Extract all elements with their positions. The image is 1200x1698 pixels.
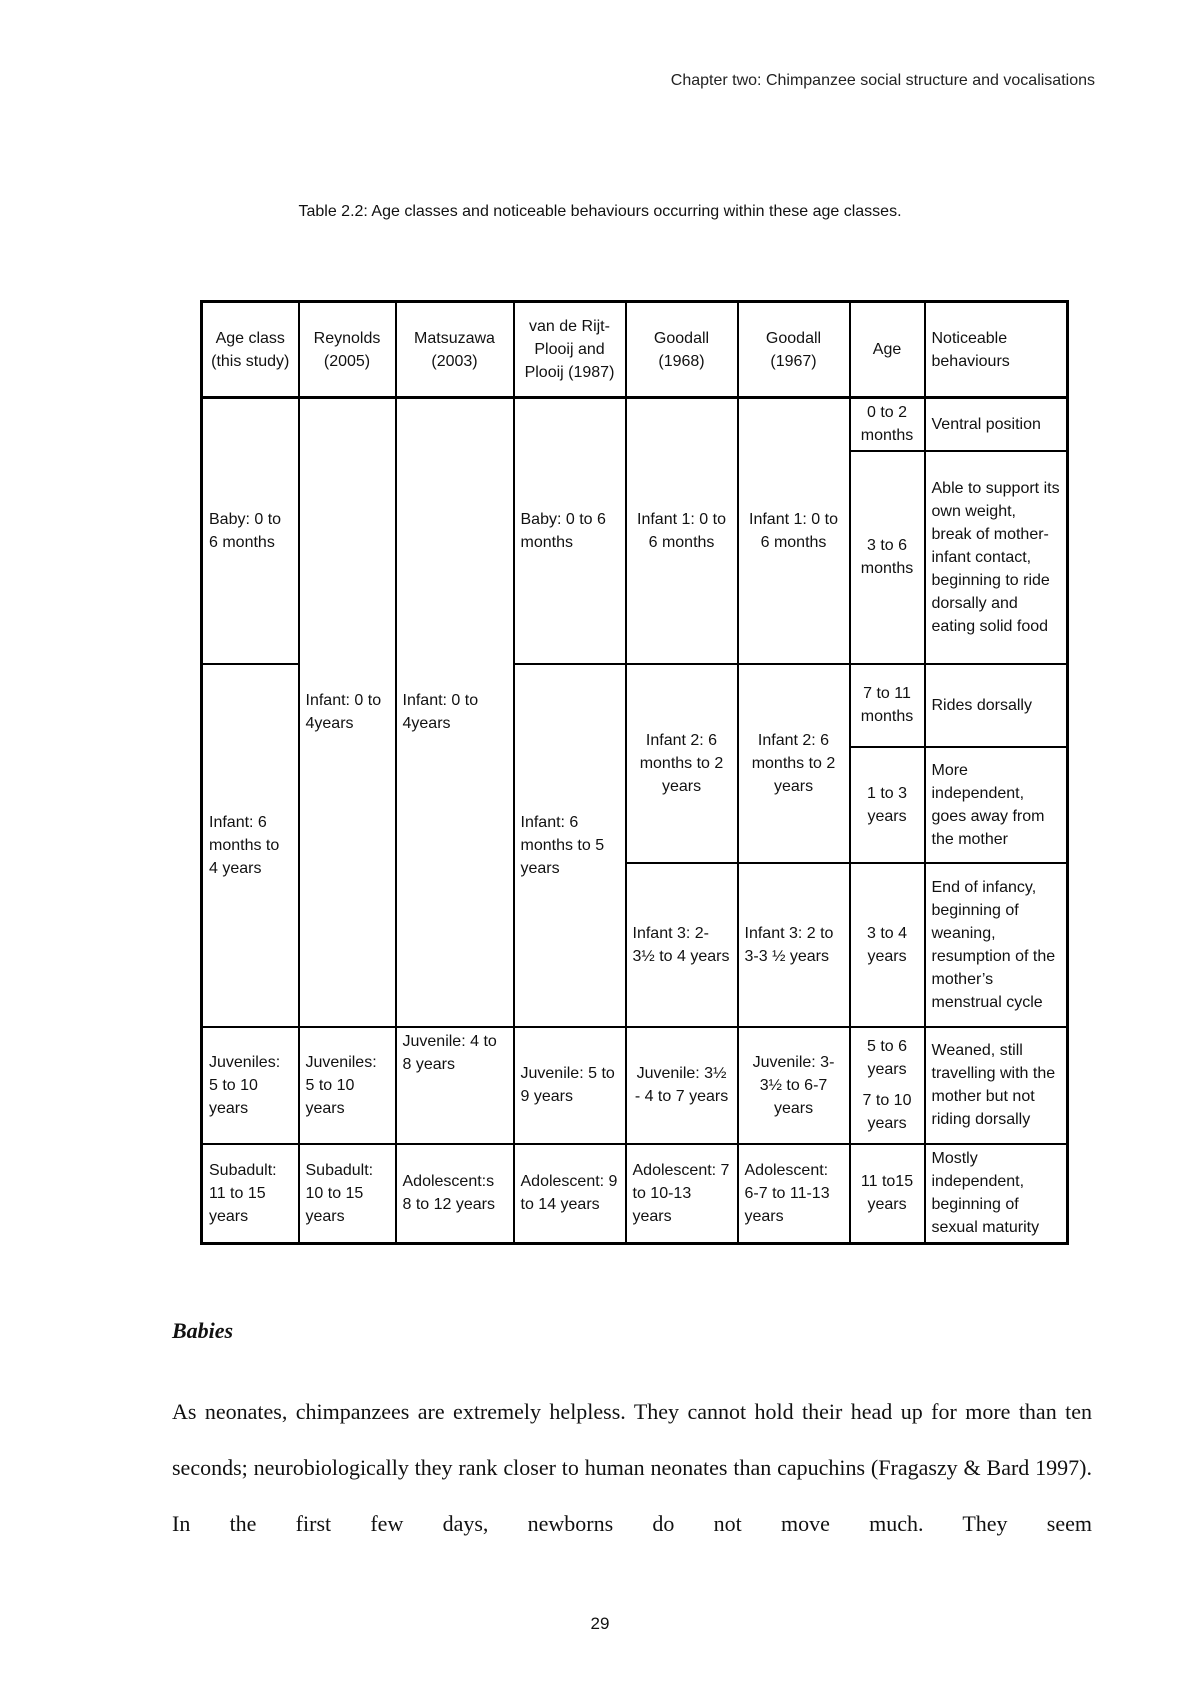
matsuzawa-adolescent-cell: Adolescent:s 8 to 12 years	[396, 1144, 514, 1244]
age-cell: 3 to 6 months	[850, 451, 925, 664]
age-cell	[850, 1027, 925, 1144]
behaviour-cell: Mostly independent, beginning of sexual maturity	[925, 1144, 1068, 1244]
reynolds-subadult-cell: Subadult: 10 to 15 years	[299, 1144, 396, 1244]
juvenile-class-cell: Juveniles: 5 to 10 years	[202, 1027, 299, 1144]
header-goodall-1968: Goodall (1968)	[626, 302, 738, 398]
subadult-class-cell: Subadult: 11 to 15 years	[202, 1144, 299, 1244]
behaviour-cell: Able to support its own weight, break of mother-infant contact, beginning to ride dorsally and eating solid food	[925, 451, 1068, 664]
age-cell: 0 to 2 months	[850, 398, 925, 451]
age-class-table	[200, 300, 1069, 1245]
behaviour-cell: Weaned, still travelling with the mother but not riding dorsally	[925, 1027, 1068, 1144]
infant-class-cell: Infant: 6 months to 4 years	[202, 664, 299, 1027]
header-noticeable-behaviours: Noticeable behaviours	[925, 302, 1068, 398]
age-cell: 3 to 4 years	[850, 863, 925, 1027]
behaviour-cell: End of infancy, beginning of weaning, resumption of the mother’s menstrual cycle	[925, 863, 1068, 1027]
behaviour-cell: More independent, goes away from the mother	[925, 747, 1068, 863]
behaviour-cell: Ventral position	[925, 398, 1068, 451]
goodall67-infant1-cell: Infant 1: 0 to 6 months	[738, 398, 850, 664]
page-number: 29	[590, 1614, 610, 1633]
header-goodall-1967: Goodall (1967)	[738, 302, 850, 398]
table-row	[202, 398, 1068, 451]
running-header: Chapter two: Chimpanzee social structure and vocalisations	[670, 72, 1095, 89]
goodall68-infant1-cell: Infant 1: 0 to 6 months	[626, 398, 738, 664]
age-cell: 7 to 11 months	[850, 664, 925, 747]
table-caption: Table 2.2: Age classes and noticeable behaviours occurring within these age classes.	[298, 203, 902, 220]
table-row	[202, 1144, 1068, 1244]
goodall67-juvenile-cell: Juvenile: 3-3½ to 6-7 years	[738, 1027, 850, 1144]
goodall67-infant2-cell: Infant 2: 6 months to 2 years	[738, 664, 850, 863]
age-value: 5 to 6 years	[866, 1038, 908, 1079]
vdr-baby-cell: Baby: 0 to 6 months	[514, 398, 626, 664]
header-matsuzawa: Matsuzawa (2003)	[396, 302, 514, 398]
age-value: 7 to 10 years	[862, 1092, 912, 1133]
section-heading: Babies	[172, 1318, 234, 1343]
header-van-de-rijt-plooij: van de Rijt-Plooij and Plooij (1987)	[514, 302, 626, 398]
reynolds-juvenile-cell: Juveniles: 5 to 10 years	[299, 1027, 396, 1144]
vdr-infant-cell: Infant: 6 months to 5 years	[514, 664, 626, 1027]
vdr-juvenile-cell: Juvenile: 5 to 9 years	[514, 1027, 626, 1144]
body-paragraph: As neonates, chimpanzees are extremely helpless. They cannot hold their head up for more than ten seconds; neurobiologically they rank closer to human neonates than capuchins (Fragaszy & Bard 1997). In the first few days, newborns do not move much. They seem	[172, 1399, 1092, 1536]
vdr-adolescent-cell: Adolescent: 9 to 14 years	[514, 1144, 626, 1244]
goodall68-juvenile-cell: Juvenile: 3½ - 4 to 7 years	[626, 1027, 738, 1144]
matsuzawa-juvenile-cell: Juvenile: 4 to 8 years	[396, 1027, 514, 1144]
reynolds-infant-cell: Infant: 0 to 4years	[299, 398, 396, 1027]
matsuzawa-infant-cell: Infant: 0 to 4years	[396, 398, 514, 1027]
goodall67-adolescent-cell: Adolescent: 6-7 to 11-13 years	[738, 1144, 850, 1244]
table-row	[202, 1027, 1068, 1144]
behaviour-cell: Rides dorsally	[925, 664, 1068, 747]
goodall68-infant2-cell: Infant 2: 6 months to 2 years	[626, 664, 738, 863]
header-age: Age	[850, 302, 925, 398]
goodall67-infant3-cell: Infant 3: 2 to 3-3 ½ years	[738, 863, 850, 1027]
header-age-class: Age class (this study)	[202, 302, 299, 398]
age-cell: 11 to15 years	[850, 1144, 925, 1244]
goodall68-infant3-cell: Infant 3: 2-3½ to 4 years	[626, 863, 738, 1027]
table-header-row	[202, 302, 1068, 398]
age-cell: 1 to 3 years	[850, 747, 925, 863]
baby-class-cell: Baby: 0 to 6 months	[202, 398, 299, 664]
header-reynolds: Reynolds (2005)	[299, 302, 396, 398]
goodall68-adolescent-cell: Adolescent: 7 to 10-13 years	[626, 1144, 738, 1244]
